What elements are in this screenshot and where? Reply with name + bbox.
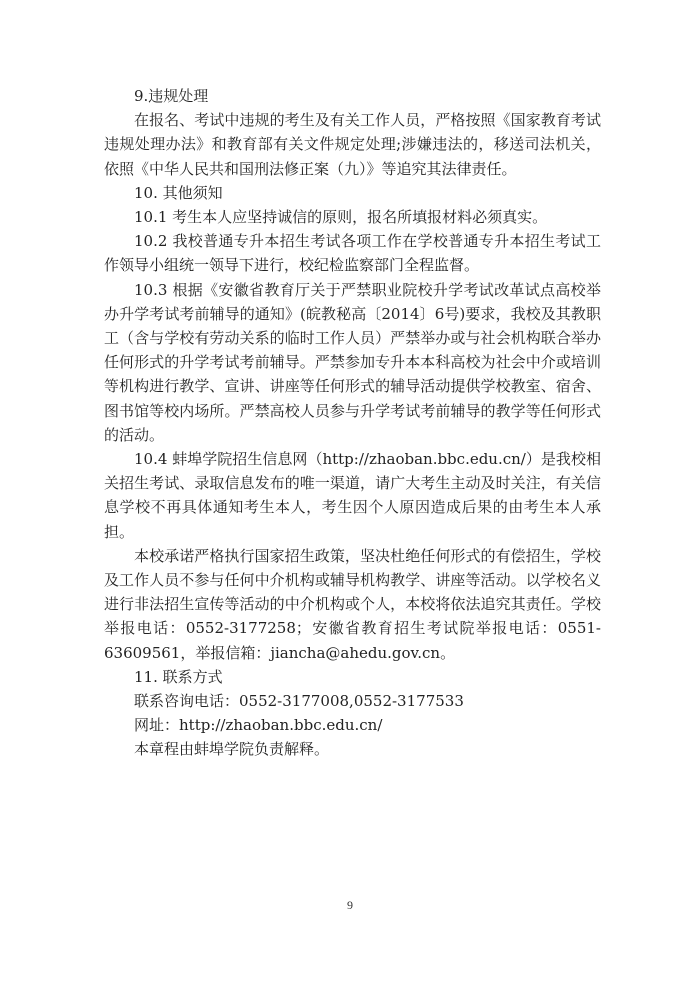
contact-website: 网址：http://zhaoban.bbc.edu.cn/ — [134, 716, 383, 735]
paragraph-10-4: 10.4 蚌埠学院招生信息网（http://zhaoban.bbc.edu.cn/）是我校相关招生考试、录取信息发布的唯一渠道，请广大考生主动及时关注，有关信息学校不再具体通知考生本人，考生因个人原因造成后果的由考生本人承担。 — [104, 450, 601, 541]
contact-phone: 联系咨询电话：0552-3177008,0552-3177533 — [134, 692, 464, 711]
section-heading-other-notices: 10. 其他须知 — [134, 183, 223, 202]
paragraph-commitment: 本校承诺严格执行国家招生政策，坚决杜绝任何形式的有偿招生，学校及工作人员不参与任何中介机构或辅导机构教学、讲座等活动。以学校名义进行非法招生宣传等活动的中介机构或个人，本校将依法追究其责任。学校举报电话：0552-3177258；安徽省教育招生考试院举报电话：0551-63609561，举报信箱：jiancha@ahedu.gov.cn。 — [104, 546, 601, 662]
page-number: 9 — [347, 898, 353, 912]
paragraph-10-1: 10.1 考生本人应坚持诚信的原则，报名所填报材料必须真实。 — [134, 208, 548, 227]
paragraph-10-2: 10.2 我校普通专升本招生考试各项工作在学校普通专升本招生考试工作领导小组统一领导下进行，校纪检监察部门全程监督。 — [104, 232, 601, 275]
section-heading-contact: 11. 联系方式 — [134, 667, 223, 686]
paragraph-violations: 在报名、考试中违规的考生及有关工作人员，严格按照《国家教育考试违规处理办法》和教育部有关文件规定处理;涉嫌违法的，移送司法机关，依照《中华人民共和国刑法修正案（九）》等追究其法律责任。 — [104, 111, 601, 178]
section-heading-violations: 9.违规处理 — [134, 87, 209, 105]
paragraph-10-3: 10.3 根据《安徽省教育厅关于严禁职业院校升学考试改革试点高校举办升学考试考前辅导的通知》(皖教秘高〔2014〕6号)要求，我校及其教职工（含与学校有劳动关系的临时工作人员）严禁举办或与社会机构联合举办任何形式的升学考试考前辅导。严禁参加专升本本科高校为社会中介或培训等机构进行教学、宣讲、讲座等任何形式的辅导活动提供学校教室、宿舍、图书馆等校内场所。严禁高校人员参与升学考试考前辅导的教学等任何形式的活动。 — [104, 280, 601, 444]
document-body — [104, 84, 601, 762]
interpretation-note: 本章程由蚌埠学院负责解释。 — [134, 740, 330, 759]
